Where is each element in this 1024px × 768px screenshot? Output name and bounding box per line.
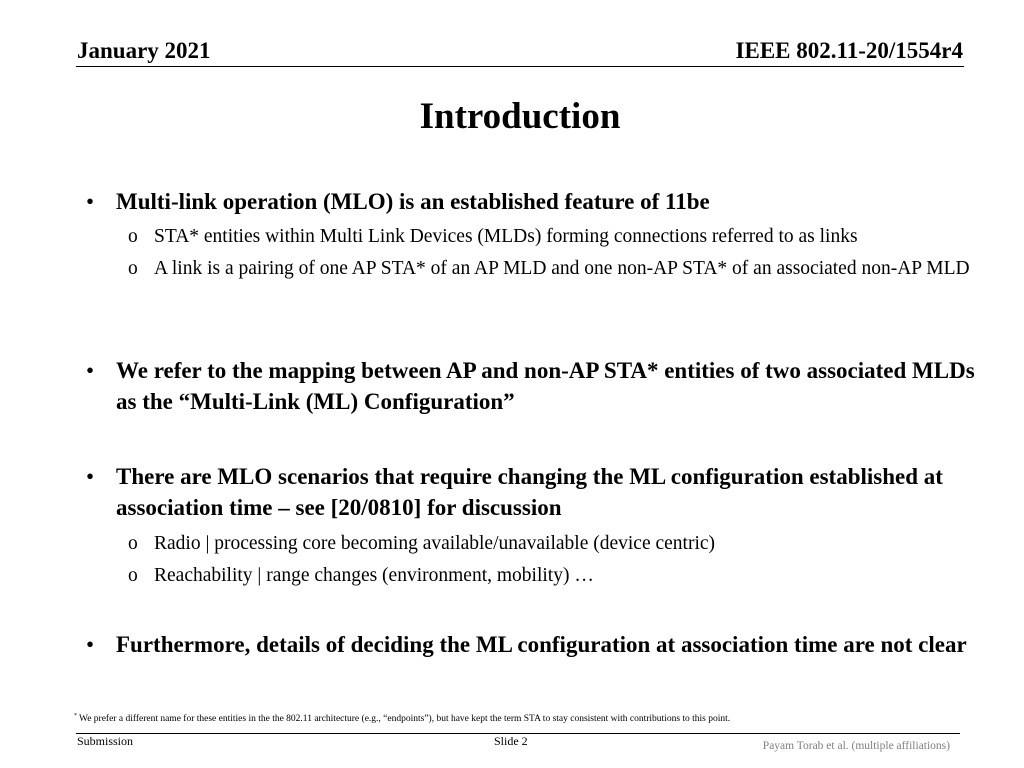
- bullet-3-text: There are MLO scenarios that require changing the ML configuration established at association time – see [20/0810] for discussion: [116, 464, 943, 520]
- footer-submission: Submission: [77, 734, 134, 748]
- sub-marker: o: [128, 226, 138, 247]
- bullet-3-sub-1: [128, 529, 988, 558]
- sub-marker: o: [128, 565, 138, 586]
- footnote-marker: *: [74, 713, 77, 719]
- bullet-1-sub-1: [128, 222, 988, 251]
- footer-authors: Payam Torab et al. (multiple affiliations): [762, 740, 950, 752]
- bullet-marker: •: [86, 189, 95, 214]
- sub-marker: o: [128, 533, 138, 554]
- sub-marker: o: [128, 258, 138, 279]
- bullet-4-text: Furthermore, details of deciding the ML configuration at association time are not clear: [116, 632, 967, 657]
- bullet-3-sub-2: [128, 561, 988, 590]
- header-divider: [76, 66, 964, 67]
- bullet-2: [86, 355, 976, 417]
- bullet-3-sub-1-text: Radio | processing core becoming available/unavailable (device centric): [154, 533, 716, 554]
- header-document-id: IEEE 802.11-20/1554r4: [735, 38, 963, 63]
- bullet-1-sub-1-text: STA* entities within Multi Link Devices (MLDs) forming connections referred to as links: [154, 226, 858, 247]
- bullet-2-text: We refer to the mapping between AP and non-AP STA* entities of two associated MLDs as the “Multi-Link (ML) Configuration”: [116, 358, 975, 414]
- header-date: January 2021: [77, 38, 211, 63]
- bullet-1-text: Multi-link operation (MLO) is an established feature of 11be: [116, 189, 710, 214]
- bullet-marker: •: [86, 632, 95, 657]
- bullet-3-sub-2-text: Reachability | range changes (environment, mobility) …: [154, 565, 594, 586]
- bullet-3: [86, 461, 976, 523]
- bullet-1-sub-2-text: A link is a pairing of one AP STA* of an AP MLD and one non-AP STA* of an associated non-AP MLD: [154, 258, 970, 279]
- bullet-1-sub-2: [128, 254, 988, 283]
- bullet-marker: •: [86, 358, 95, 383]
- footnote-text: We prefer a different name for these entities in the the 802.11 architecture (e.g., “endpoints”), but have kept the term STA to stay consistent with contributions to this point.: [79, 714, 731, 725]
- bullet-4: [86, 629, 976, 660]
- bullet-marker: •: [86, 464, 95, 489]
- footer-slide-number: Slide 2: [494, 734, 528, 748]
- slide-title: Introduction: [419, 96, 621, 137]
- footnote: [74, 713, 730, 724]
- bullet-1: [86, 186, 976, 217]
